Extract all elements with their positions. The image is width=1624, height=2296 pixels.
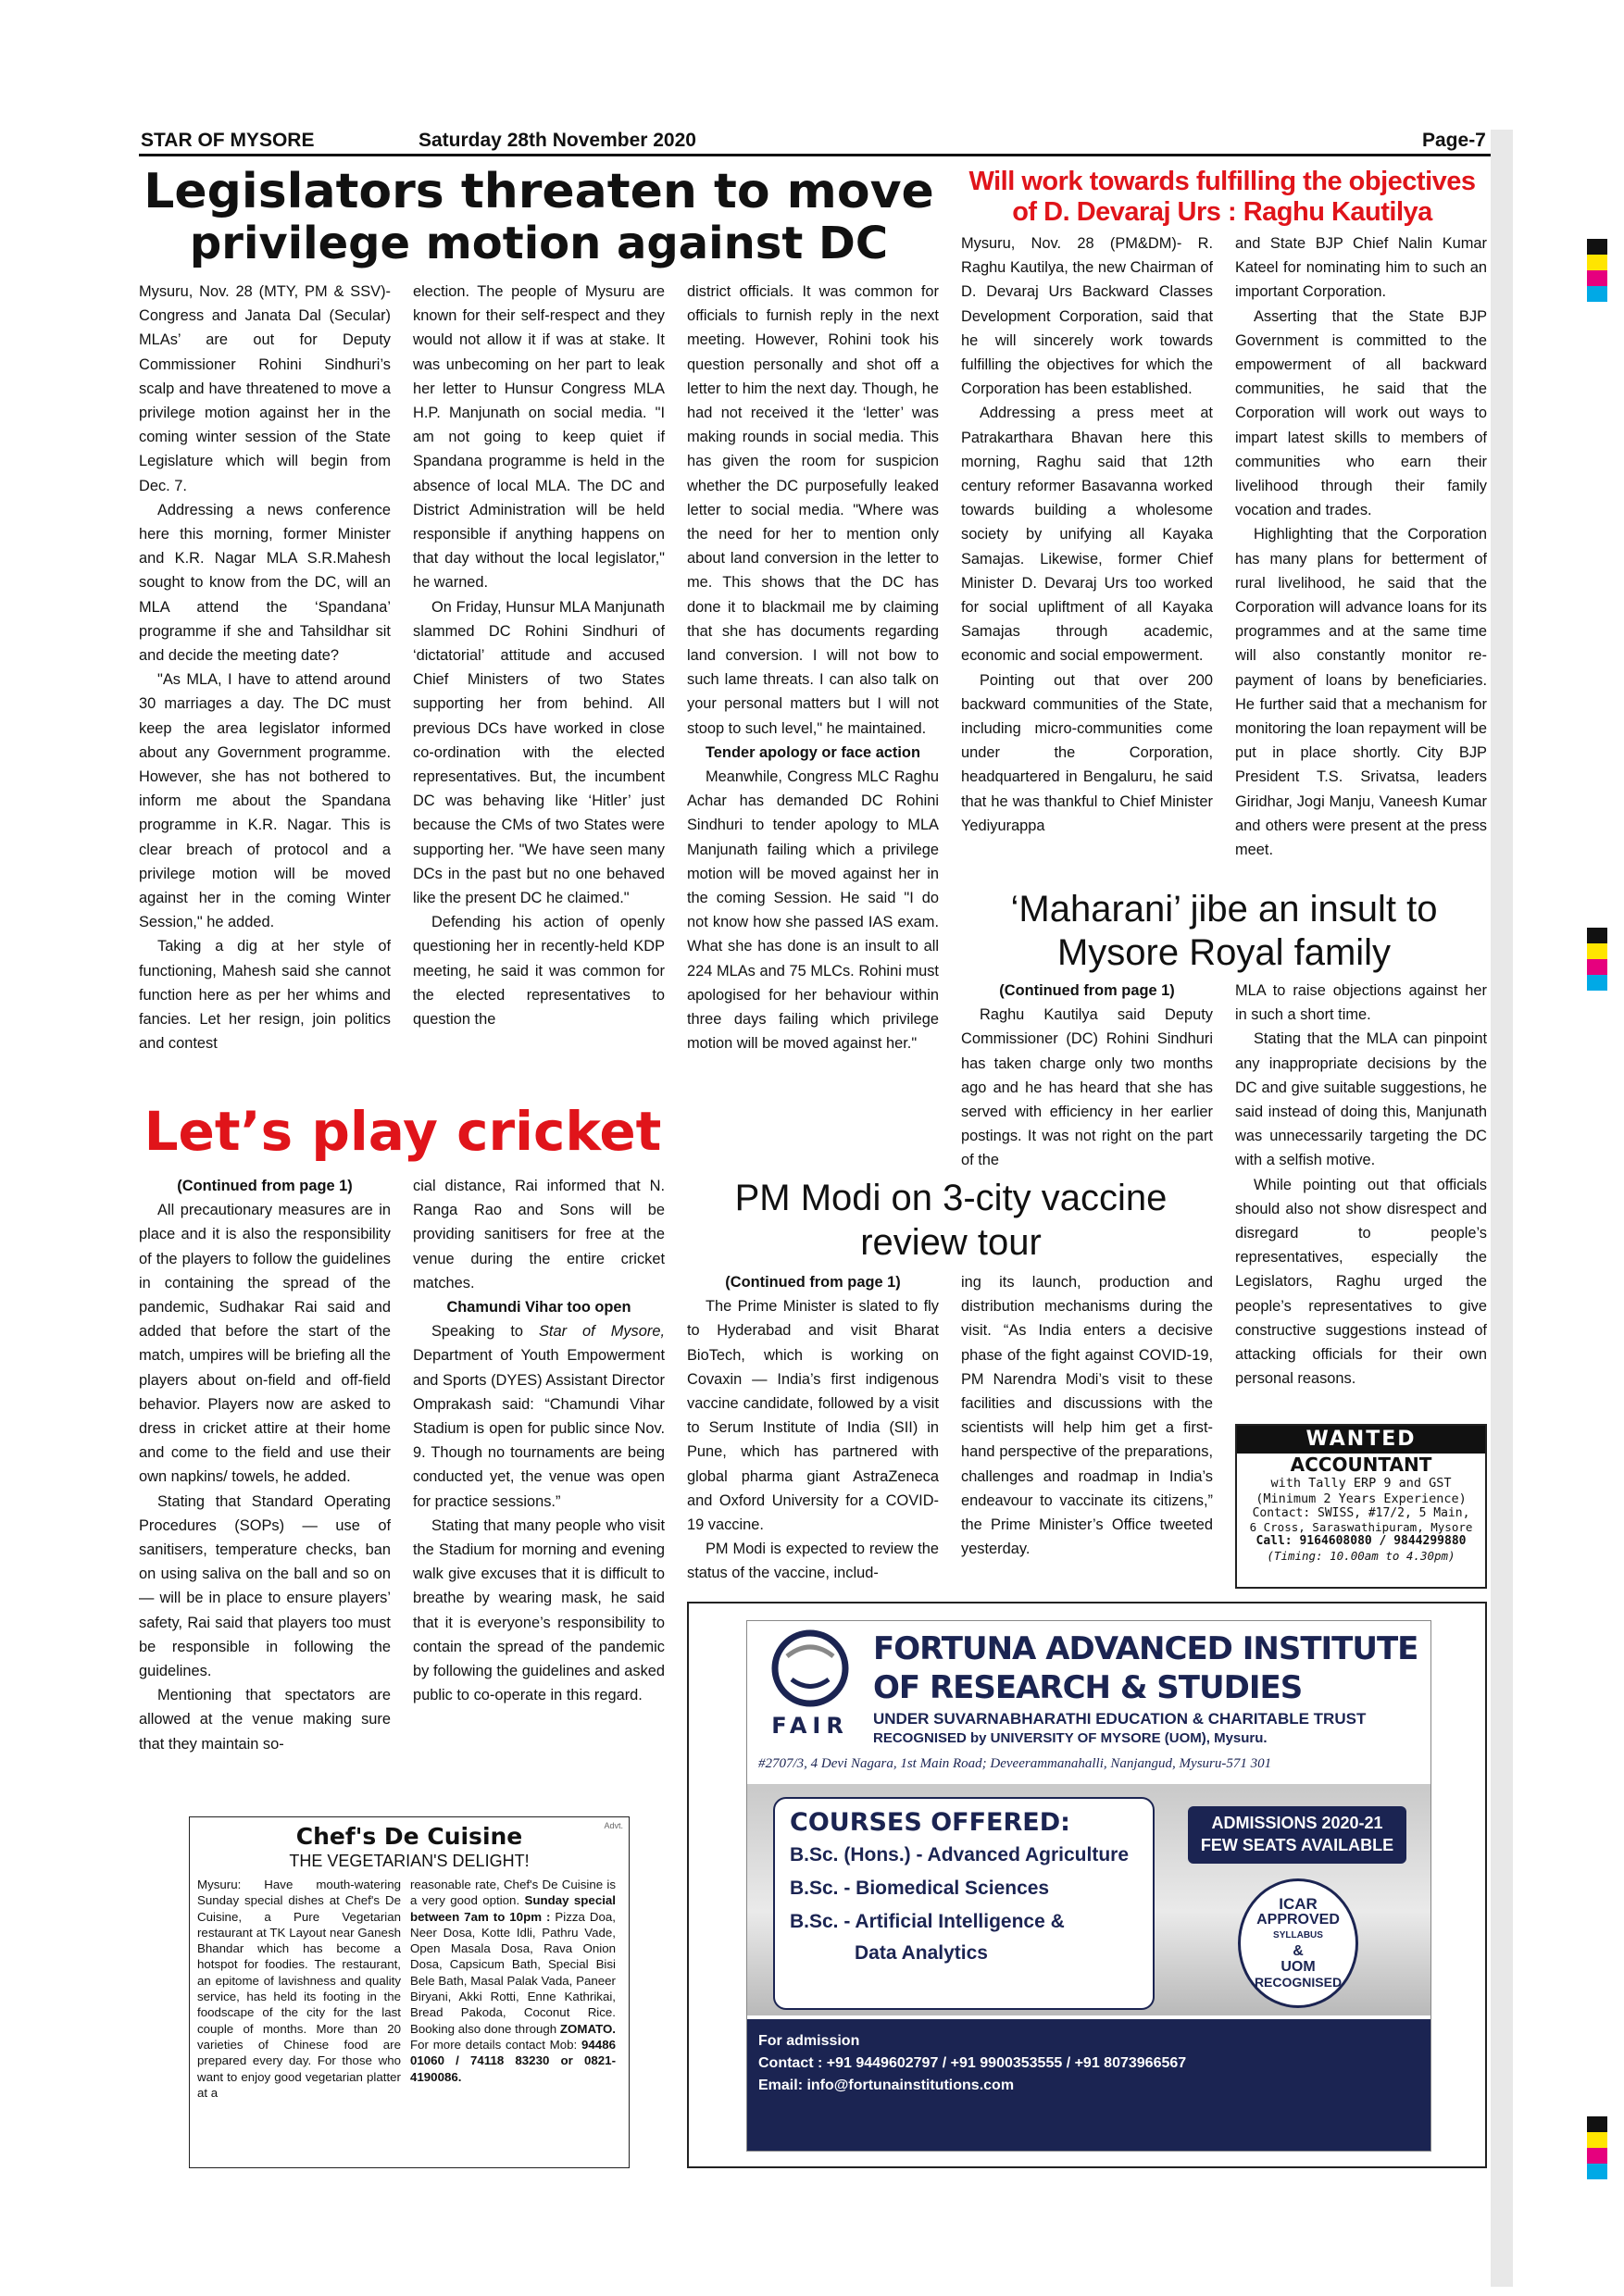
course-3-cont: Data Analytics xyxy=(855,1942,988,1964)
fortuna-ad xyxy=(687,1602,1487,2168)
fortuna-name-2: OF RESEARCH & STUDIES xyxy=(873,1669,1303,1706)
icar-badge: ICAR APPROVED SYLLABUS & UOM RECOGNISED xyxy=(1238,1878,1358,2008)
chef-ad-tag: Advt. xyxy=(604,1821,623,1830)
fortuna-email: Email: info@fortunainstitutions.com xyxy=(758,2078,1015,2093)
fortuna-contact-band: For admission Contact : +91 9449602797 / +91 9900353555 / +91 8073966567 Email: info@fortunainstitutions.com xyxy=(747,2019,1430,2151)
wanted-ad: WANTED ACCOUNTANT with Tally ERP 9 and GST (Minimum 2 Years Experience) Contact: SWISS, #17/2, 5 Main, 6 Cross, Saraswathipuram, Mysore Call: 9164608080 / 9844299880 (Timing: 10.00am to 4.30pm) xyxy=(1235,1424,1487,1589)
story5-continued: (Continued from page 1) xyxy=(725,1274,901,1291)
fortuna-phone: Contact : +91 9449602797 / +91 9900353555 / +91 8073966567 xyxy=(758,2055,1187,2071)
story5-column1: (Continued from page 1) The Prime Minister is slated to fly to Hyderabad and visit Bharat BioTech, which is working on Covaxin — India’s first indigenous vaccine candidate, followed by a visit to Serum Institute of India (SII) in Pune, which has partnered with global pharma giant AstraZeneca and Oxford University for a COVID-19 vaccine. PM Modi is expected to review the status of the vaccine, includ- xyxy=(687,1270,939,1585)
story4-subhead: Chamundi Vihar too open xyxy=(446,1299,631,1316)
story2-column2: and State BJP Chief Nalin Kumar Kateel for nominating him to such an important Corporation. Asserting that the State BJP Government is committed to the empowerment of all backward communities, he said that the Corporation will work out ways to impart latest skills to members of communities who earn their livelihood through their family vocation and trades. Highlighting that the Corporation has many plans for betterment of rural livelihood, he said that the Corporation will advance loans for its programmes and at the same time will also constantly monitor re-payment of loans by beneficiaries. He further said that a mechanism for monitoring the loan repayment will be put in place shortly. City BJP President T.S. Srivatsa, leaders Giridhar, Jogi Manju, Vaneesh Kumar and others were present at the press meet. xyxy=(1235,235,1487,859)
story4-continued: (Continued from page 1) xyxy=(177,1178,353,1194)
courses-box xyxy=(773,1797,1155,2010)
story2-headline-line1: Will work towards fulfilling the objectives xyxy=(968,167,1476,196)
issue-date: Saturday 28th November 2020 xyxy=(418,130,696,151)
fortuna-trust: UNDER SUVARNABHARATHI EDUCATION & CHARITABLE TRUST xyxy=(873,1710,1367,1728)
paper-name: STAR OF MYSORE xyxy=(141,130,315,151)
course-1: B.Sc. (Hons.) - Advanced Agriculture xyxy=(790,1844,1129,1866)
header-rule xyxy=(139,154,1495,156)
story4-headline: Let’s play cricket xyxy=(144,1100,662,1163)
story5-headline-line2: review tour xyxy=(860,1222,1042,1263)
story1-column2: election. The people of Mysuru are known for their self-respect and they would not allow it if was at stake. It was unbecoming on her part to leak her letter to Hunsur Congress MLA H.P. Manjunath on social media. "I am not going to keep quiet if Spandana programme is held in the absence of local MLA. The DC and District Administration will be held responsible if anything happens on that day without the local legislator," he warned. On Friday, Hunsur MLA Manjunath slammed DC Rohini Sindhuri of ‘dictatorial’ attitude and accused Chief Ministers of two States supporting her from behind. All previous DCs have worked in close co-ordination with the elected representatives. But, the incumbent DC was behaving like ‘Hitler’ just because the CMs of two States were supporting her. "We have seen many DCs in the past but no one behaved like the present DC he claimed." Defending his action of openly questioning her in recently-held KDP meeting, he said it was common for the elected representatives to question the xyxy=(413,283,665,1029)
course-2: B.Sc. - Biomedical Sciences xyxy=(790,1878,1050,1899)
admissions-banner: ADMISSIONS 2020-21 FEW SEATS AVAILABLE xyxy=(1188,1806,1406,1864)
story4-column2: cial distance, Rai informed that N. Ranga Rao and Sons will be providing sanitisers for free at the venue during the entire cricket matches. Chamundi Vihar too open Speaking to Star of Mysore, Department of Youth Empowerment and Sports (DYES) Assistant Director Omprakash said: “Chamundi Vihar Stadium is open for public since Nov. 9. Though no tournaments are being conducted yet, the venue was open for practice sessions.” Stating that many people who visit the Stadium for morning and evening walk give excuses that it is difficult to breathe by wearing mask, he said that it is everyone’s responsibility to contain the spread of the pandemic by following the guidelines and asked public to co-operate in this regard. xyxy=(413,1178,665,1704)
story2-headline-line2: of D. Devaraj Urs : Raghu Kautilya xyxy=(1012,197,1432,227)
story3-column2: MLA to raise objections against her in such a short time. Stating that the MLA can pinpoint any inappropriate decisions by the DC and give suitable suggestions, he said instead of doing this, Manjunath was unnecessarily targeting the DC with a selfish motive. While pointing out that officials should also not show disrespect and disregard to people’s representatives, especially the Legislators, Raghu urged the people’s representatives to give constructive suggestions instead of attacking officials for their own personal reasons. xyxy=(1235,982,1487,1388)
story1-column3: district officials. It was common for officials to furnish reply in the next meeting. However, Rohini took his question personally and shot off a letter to him the next day. Though, he had not received it the ‘letter’ was making rounds in social media. This has given the room for suspicion whether the DC purposefully leaked letter to social media. "Where was the need for her to mention only about land conversion in the letter to me. This shows that the DC has done it to blackmail me by claiming that she has documents regarding land conversion. I will not bow to such lame threats. I can also talk on your personal matters but I will not stoop to such level," he maintained. Tender apology or face action Meanwhile, Congress MLC Raghu Achar has demanded DC Rohini Sindhuri to tender apology to MLA Manjunath failing which a privilege motion will be moved against her in the coming Session. He said "I do not know how she passed IAS exam. What she has done is an insult to all 224 MLAs and 75 MLCs. Rohini must apologised for her behaviour within three days failing which privilege motion will be moved against her." xyxy=(687,283,939,1053)
wanted-position: ACCOUNTANT xyxy=(1290,1454,1432,1477)
registration-marks-top xyxy=(1587,239,1607,302)
chef-column2: reasonable rate, Chef's De Cuisine is a very good option. Sunday special between 7am to 10pm : Pizza Doa, Neer Dosa, Kotte Idli, Pathru Vade, Open Masala Dosa, Rava Onion Dosa, Capsicum Bath, Special Bisi Bele Bath, Masal Palak Vada, Paneer Biryani, Akki Rotti, Enne Kathrikai, Bread Pakoda, Coconut Rice. Booking also done through ZOMATO. For more details contact Mob: 94486 01060 / 74118 83230 or 0821-4190086. xyxy=(410,1878,617,2084)
registration-marks-bottom xyxy=(1587,2116,1607,2179)
story3-column1: (Continued from page 1) Raghu Kautilya said Deputy Commissioner (DC) Rohini Sindhuri has taken charge only two months ago and he has heard that she has served with efficiency in her earlier postings. It was not right on the part of the xyxy=(961,979,1213,1173)
course-3: B.Sc. - Artificial Intelligence & xyxy=(790,1911,1065,1932)
wanted-title: WANTED xyxy=(1237,1426,1485,1454)
story2-column1: Mysuru, Nov. 28 (PM&DM)- R. Raghu Kautilya, the new Chairman of D. Devaraj Urs Backward Classes Development Corporation, said that he will sincerely work towards fulfilling the objectives for which the Corporation has been established. Addressing a press meet at Patrakarthara Bhavan here this morning, Raghu said that 12th century reformer Basavanna worked towards building a wholesome society by unifying all Kayaka Samajas. Likewise, former Chief Minister D. Devaraj Urs too worked for social upliftment of all Kayaka Samajas through academic, economic and social empowerment. Pointing out that over 200 backward communities of the State, including micro-communities come under the Corporation, headquartered in Bengaluru, he said that he was thankful to Chief Minister Yediyurappa xyxy=(961,235,1213,834)
fortuna-name-1: FORTUNA ADVANCED INSTITUTE xyxy=(873,1630,1418,1667)
story1-headline-line1: Legislators threaten to move xyxy=(144,164,934,219)
edge-strip xyxy=(1491,130,1513,2287)
chef-ad xyxy=(189,1816,630,2168)
fair-logo-icon xyxy=(768,1628,852,1708)
page-number: Page-7 xyxy=(1422,130,1486,151)
story3-continued: (Continued from page 1) xyxy=(999,982,1175,999)
story5-headline-line1: PM Modi on 3-city vaccine xyxy=(734,1178,1168,1218)
fair-logo: FAIR xyxy=(755,1628,866,1749)
story5-column2: ing its launch, production and distribution mechanisms during the visit. “As India enters a decisive phase of the fight against COVID-19, PM Narendra Modi’s visit to these facilities and discussions with the scientists will help him get a first-hand perspective of the preparations, challenges and roadmap in India’s endeavour to vaccinate its citizens,” the Prime Minister’s Office tweeted yesterday. xyxy=(961,1274,1213,1558)
registration-marks-middle xyxy=(1587,928,1607,991)
story1-column1: Mysuru, Nov. 28 (MTY, PM & SSV)- Congress and Janata Dal (Secular) MLAs’ are out for Deputy Commissioner Rohini Sindhuri’s scalp and have threatened to move a privilege motion against her in the coming winter session of the State Legislature which will begin from Dec. 7. Addressing a news conference here this morning, former Minister and K.R. Nagar MLA S.R.Mahesh sought to know from the DC, will an MLA attend the ‘Spandana’ programme if she and Tahsildhar sit and decide the meeting date? "As MLA, I have to attend around 30 marriages a day. The DC must keep the area legislator informed about any Government programme. However, she has not bothered to inform me about the Spandana programme in K.R. Nagar. This is clear breach of protocol and a privilege motion will be moved against her in the coming Winter Session," he added. Taking a dig at her style of functioning, Mahesh said she cannot function here as per her whims and fancies. Let her resign, join politics and contest xyxy=(139,283,391,1053)
chef-column1: Mysuru: Have mouth-watering Sunday special dishes at Chef's De Cuisine, a Pure Vegetarian restaurant at TK Layout near Ganesh Bhandar which has become a hotspot for foodies. The restaurant, an epitome of lavishness and quality service, has held its footing in the foodscape of the city for the last couple of months. More than 20 varieties of Chinese food are prepared every day. For those who want to enjoy good vegetarian platter at a xyxy=(197,1878,401,2100)
chef-subtitle: THE VEGETARIAN'S DELIGHT! xyxy=(289,1852,530,1870)
chef-title: Chef's De Cuisine xyxy=(295,1823,523,1850)
story1-headline-line2: privilege motion against DC xyxy=(189,218,889,269)
story4-column1: (Continued from page 1) All precautionary measures are in place and it is also the responsibility of the players to follow the guidelines in containing the spread of the pandemic, Sudhakar Rai said and added that before the start of the match, umpires will be briefing all the players about on-field and off-field behavior. Players now are asked to dress in cricket attire at their home and come to the field and use their own napkins/ towels, he added. Stating that Standard Operating Procedures (SOPs) — use of sanitisers, temperature checks, ban on using saliva on the ball and so on — will be in place to ensure players’ safety, Rai said that players too must be responsible in following the guidelines. Mentioning that spectators are allowed at the venue making sure that they maintain so- xyxy=(139,1174,391,1822)
fortuna-recognition: RECOGNISED by UNIVERSITY OF MYSORE (UOM), Mysuru. xyxy=(873,1730,1268,1746)
courses-title: COURSES OFFERED: xyxy=(790,1808,1070,1837)
story3-headline-line1: ‘Maharani’ jibe an insult to xyxy=(1010,889,1438,930)
story1-subhead: Tender apology or face action xyxy=(706,743,920,761)
story3-headline-line2: Mysore Royal family xyxy=(1056,932,1392,973)
fortuna-address: #2707/3, 4 Devi Nagara, 1st Main Road; Deveerammanahalli, Nanjangud, Mysuru-571 301 xyxy=(758,1756,1272,1771)
